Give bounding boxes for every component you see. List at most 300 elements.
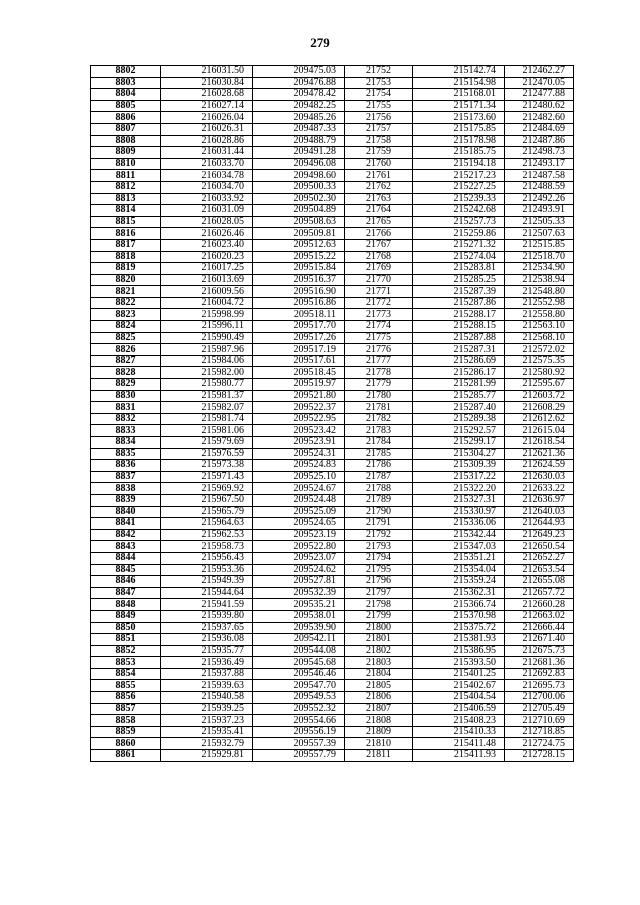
table-row [91, 715, 574, 727]
table-cell: 21809 [345, 726, 413, 738]
table-cell: 212488.59 [505, 181, 574, 193]
table-cell: 215299.17 [413, 437, 505, 449]
table-cell: 212493.91 [505, 205, 574, 217]
table-cell: 212728.15 [505, 750, 574, 762]
table-cell: 8836 [91, 460, 161, 472]
table-cell: 212548.80 [505, 286, 574, 298]
table-cell: 209496.08 [253, 158, 345, 170]
table-cell: 21807 [345, 703, 413, 715]
table-row [91, 112, 574, 124]
table-cell: 8815 [91, 216, 161, 228]
table-row [91, 692, 574, 704]
table-cell: 21759 [345, 147, 413, 159]
table-cell: 212518.70 [505, 251, 574, 263]
table-cell: 216031.44 [161, 147, 253, 159]
table-cell: 8846 [91, 576, 161, 588]
table-cell: 8855 [91, 680, 161, 692]
table-cell: 21770 [345, 274, 413, 286]
table-cell: 212660.28 [505, 599, 574, 611]
table-cell: 215935.77 [161, 645, 253, 657]
table-cell: 215351.21 [413, 552, 505, 564]
table-cell: 212655.08 [505, 576, 574, 588]
table-cell: 21777 [345, 355, 413, 367]
page-number: 279 [310, 35, 330, 50]
table-cell: 21775 [345, 332, 413, 344]
table-cell: 215944.64 [161, 587, 253, 599]
table-cell: 209517.26 [253, 332, 345, 344]
table-cell: 8816 [91, 228, 161, 240]
coordinate-table [90, 65, 574, 762]
table-cell: 212462.27 [505, 66, 574, 78]
table-cell: 8806 [91, 112, 161, 124]
table-cell: 209552.32 [253, 703, 345, 715]
table-cell: 215990.49 [161, 332, 253, 344]
table-cell: 21788 [345, 483, 413, 495]
table-cell: 215941.59 [161, 599, 253, 611]
table-cell: 8827 [91, 355, 161, 367]
table-cell: 8839 [91, 494, 161, 506]
table-cell: 215286.17 [413, 367, 505, 379]
table-cell: 21785 [345, 448, 413, 460]
table-row [91, 494, 574, 506]
table-cell: 215402.67 [413, 680, 505, 692]
table-cell: 209556.19 [253, 726, 345, 738]
table-cell: 215168.01 [413, 89, 505, 101]
table-cell: 216013.69 [161, 274, 253, 286]
table-cell: 209525.09 [253, 506, 345, 518]
table-cell: 209539.90 [253, 622, 345, 634]
table-cell: 21794 [345, 552, 413, 564]
table-row [91, 205, 574, 217]
table-cell: 8851 [91, 634, 161, 646]
table-cell: 209546.46 [253, 668, 345, 680]
table-cell: 212675.73 [505, 645, 574, 657]
table-cell: 21805 [345, 680, 413, 692]
table-cell: 215330.97 [413, 506, 505, 518]
table-cell: 209522.37 [253, 402, 345, 414]
table-row [91, 529, 574, 541]
table-cell: 21803 [345, 657, 413, 669]
table-row [91, 483, 574, 495]
table-cell: 215410.33 [413, 726, 505, 738]
table-cell: 215287.31 [413, 344, 505, 356]
table-cell: 215987.96 [161, 344, 253, 356]
table-cell: 216009.56 [161, 286, 253, 298]
table-cell: 209517.61 [253, 355, 345, 367]
table-cell: 209512.63 [253, 239, 345, 251]
table-cell: 209478.42 [253, 89, 345, 101]
table-cell: 209523.19 [253, 529, 345, 541]
table-cell: 8829 [91, 379, 161, 391]
table-cell: 215171.34 [413, 100, 505, 112]
table-row [91, 726, 574, 738]
table-cell: 8802 [91, 66, 161, 78]
table-row [91, 599, 574, 611]
table-cell: 215929.81 [161, 750, 253, 762]
table-row [91, 460, 574, 472]
table-cell: 209498.60 [253, 170, 345, 182]
table-cell: 215393.50 [413, 657, 505, 669]
table-cell: 215411.93 [413, 750, 505, 762]
table-cell: 215366.74 [413, 599, 505, 611]
table-cell: 212572.02 [505, 344, 574, 356]
table-cell: 21801 [345, 634, 413, 646]
table-cell: 215404.54 [413, 692, 505, 704]
table-cell: 21758 [345, 135, 413, 147]
table-cell: 216030.84 [161, 77, 253, 89]
table-row [91, 680, 574, 692]
table-cell: 215408.23 [413, 715, 505, 727]
table-cell: 8828 [91, 367, 161, 379]
table-cell: 8807 [91, 123, 161, 135]
table-cell: 21781 [345, 402, 413, 414]
table-cell: 215386.95 [413, 645, 505, 657]
table-row [91, 552, 574, 564]
table-cell: 21799 [345, 610, 413, 622]
table-cell: 8831 [91, 402, 161, 414]
table-cell: 209532.39 [253, 587, 345, 599]
table-cell: 209476.88 [253, 77, 345, 89]
table-cell: 212484.69 [505, 123, 574, 135]
table-cell: 209515.22 [253, 251, 345, 263]
table-cell: 209557.39 [253, 738, 345, 750]
table-row [91, 541, 574, 553]
table-cell: 215322.20 [413, 483, 505, 495]
table-cell: 209517.19 [253, 344, 345, 356]
table-cell: 215969.92 [161, 483, 253, 495]
table-cell: 215965.79 [161, 506, 253, 518]
table-cell: 8841 [91, 518, 161, 530]
table-cell: 8812 [91, 181, 161, 193]
table-cell: 21804 [345, 668, 413, 680]
table-cell: 209538.01 [253, 610, 345, 622]
table-row [91, 564, 574, 576]
table-cell: 212603.72 [505, 390, 574, 402]
table-cell: 21778 [345, 367, 413, 379]
table-cell: 215239.33 [413, 193, 505, 205]
table-cell: 8844 [91, 552, 161, 564]
table-cell: 21789 [345, 494, 413, 506]
table-cell: 216028.68 [161, 89, 253, 101]
table-cell: 215288.17 [413, 309, 505, 321]
table-cell: 215287.88 [413, 332, 505, 344]
table-cell: 212477.88 [505, 89, 574, 101]
table-row [91, 193, 574, 205]
table-cell: 215285.25 [413, 274, 505, 286]
table-cell: 8847 [91, 587, 161, 599]
table-cell: 21752 [345, 66, 413, 78]
table-cell: 209524.83 [253, 460, 345, 472]
table-cell: 215953.36 [161, 564, 253, 576]
table-cell: 212595.67 [505, 379, 574, 391]
table-cell: 215962.53 [161, 529, 253, 541]
table-cell: 216020.23 [161, 251, 253, 263]
table-cell: 21757 [345, 123, 413, 135]
table-cell: 215958.73 [161, 541, 253, 553]
table-cell: 21797 [345, 587, 413, 599]
table-cell: 21765 [345, 216, 413, 228]
table-cell: 215359.24 [413, 576, 505, 588]
table-cell: 215354.04 [413, 564, 505, 576]
table-cell: 21800 [345, 622, 413, 634]
table-row [91, 518, 574, 530]
table-cell: 21792 [345, 529, 413, 541]
table-cell: 209542.11 [253, 634, 345, 646]
table-cell: 21769 [345, 263, 413, 275]
table-row [91, 367, 574, 379]
table-cell: 21753 [345, 77, 413, 89]
table-cell: 212700.06 [505, 692, 574, 704]
table-cell: 209527.81 [253, 576, 345, 588]
table-cell: 216034.78 [161, 170, 253, 182]
table-cell: 8838 [91, 483, 161, 495]
table-cell: 8859 [91, 726, 161, 738]
table-cell: 21806 [345, 692, 413, 704]
table-cell: 212618.54 [505, 437, 574, 449]
table-cell: 212652.27 [505, 552, 574, 564]
table-row [91, 228, 574, 240]
table-cell: 212666.44 [505, 622, 574, 634]
table-cell: 8811 [91, 170, 161, 182]
table-cell: 215285.77 [413, 390, 505, 402]
table-cell: 212507.63 [505, 228, 574, 240]
table-cell: 215217.23 [413, 170, 505, 182]
table-cell: 212724.75 [505, 738, 574, 750]
table-cell: 212580.92 [505, 367, 574, 379]
table-cell: 216028.05 [161, 216, 253, 228]
table-cell: 216026.04 [161, 112, 253, 124]
table-cell: 215937.88 [161, 668, 253, 680]
table-cell: 215154.98 [413, 77, 505, 89]
table-cell: 21811 [345, 750, 413, 762]
table-cell: 212692.83 [505, 668, 574, 680]
table-cell: 209516.86 [253, 297, 345, 309]
table-cell: 215342.44 [413, 529, 505, 541]
table-row [91, 622, 574, 634]
table-cell: 215956.43 [161, 552, 253, 564]
table-cell: 212650.54 [505, 541, 574, 553]
table-cell: 215288.15 [413, 321, 505, 333]
table-row [91, 309, 574, 321]
table-cell: 209524.48 [253, 494, 345, 506]
table-cell: 215194.18 [413, 158, 505, 170]
table-cell: 215274.04 [413, 251, 505, 263]
table-cell: 216004.72 [161, 297, 253, 309]
table-cell: 21784 [345, 437, 413, 449]
table-cell: 209524.31 [253, 448, 345, 460]
table-cell: 212470.05 [505, 77, 574, 89]
table-cell: 8830 [91, 390, 161, 402]
table-row [91, 634, 574, 646]
table-cell: 8805 [91, 100, 161, 112]
table-cell: 8824 [91, 321, 161, 333]
table-cell: 209508.63 [253, 216, 345, 228]
table-cell: 209515.84 [253, 263, 345, 275]
table-cell: 215976.59 [161, 448, 253, 460]
table-cell: 209518.11 [253, 309, 345, 321]
table-cell: 212718.85 [505, 726, 574, 738]
table-cell: 21754 [345, 89, 413, 101]
table-cell: 8834 [91, 437, 161, 449]
table-cell: 212505.33 [505, 216, 574, 228]
table-cell: 215178.98 [413, 135, 505, 147]
table-cell: 212568.10 [505, 332, 574, 344]
coordinate-table-body [91, 66, 574, 762]
table-cell: 21774 [345, 321, 413, 333]
table-cell: 8853 [91, 657, 161, 669]
table-cell: 21763 [345, 193, 413, 205]
table-cell: 212644.93 [505, 518, 574, 530]
table-cell: 216023.40 [161, 239, 253, 251]
table-row [91, 587, 574, 599]
table-cell: 21756 [345, 112, 413, 124]
table-cell: 209549.53 [253, 692, 345, 704]
table-cell: 21780 [345, 390, 413, 402]
table-cell: 8814 [91, 205, 161, 217]
table-cell: 212633.22 [505, 483, 574, 495]
table-cell: 209509.81 [253, 228, 345, 240]
table-row [91, 344, 574, 356]
table-cell: 212538.94 [505, 274, 574, 286]
table-cell: 216026.31 [161, 123, 253, 135]
table-cell: 8848 [91, 599, 161, 611]
table-row [91, 668, 574, 680]
table-cell: 212657.72 [505, 587, 574, 599]
table-cell: 215287.39 [413, 286, 505, 298]
table-cell: 209524.65 [253, 518, 345, 530]
table-cell: 212515.85 [505, 239, 574, 251]
table-cell: 21782 [345, 413, 413, 425]
table-cell: 215283.81 [413, 263, 505, 275]
table-cell: 215175.85 [413, 123, 505, 135]
table-cell: 215984.06 [161, 355, 253, 367]
table-row [91, 355, 574, 367]
table-cell: 215287.40 [413, 402, 505, 414]
table-row [91, 610, 574, 622]
table-cell: 209522.95 [253, 413, 345, 425]
table-row [91, 181, 574, 193]
table-cell: 209502.30 [253, 193, 345, 205]
table-cell: 215981.06 [161, 425, 253, 437]
table-cell: 215336.06 [413, 518, 505, 530]
table-cell: 215309.39 [413, 460, 505, 472]
table-cell: 216026.46 [161, 228, 253, 240]
table-cell: 8858 [91, 715, 161, 727]
table-row [91, 123, 574, 135]
table-row [91, 77, 574, 89]
table-row [91, 437, 574, 449]
table-cell: 216034.70 [161, 181, 253, 193]
table-cell: 209491.28 [253, 147, 345, 159]
table-row [91, 448, 574, 460]
table-cell: 21790 [345, 506, 413, 518]
table-cell: 21755 [345, 100, 413, 112]
table-cell: 8825 [91, 332, 161, 344]
table-cell: 212575.35 [505, 355, 574, 367]
table-cell: 209482.25 [253, 100, 345, 112]
table-cell: 21796 [345, 576, 413, 588]
table-cell: 215317.22 [413, 471, 505, 483]
table-cell: 215935.41 [161, 726, 253, 738]
table-cell: 212649.23 [505, 529, 574, 541]
table-row [91, 263, 574, 275]
table-cell: 212492.26 [505, 193, 574, 205]
table-cell: 215289.38 [413, 413, 505, 425]
table-cell: 209524.62 [253, 564, 345, 576]
table-cell: 212621.36 [505, 448, 574, 460]
table-cell: 212640.03 [505, 506, 574, 518]
table-cell: 209487.33 [253, 123, 345, 135]
table-cell: 212710.69 [505, 715, 574, 727]
table-cell: 212681.36 [505, 657, 574, 669]
table-cell: 212487.58 [505, 170, 574, 182]
table-cell: 215406.59 [413, 703, 505, 715]
table-cell: 8857 [91, 703, 161, 715]
table-cell: 209522.80 [253, 541, 345, 553]
table-cell: 209485.26 [253, 112, 345, 124]
table-cell: 212480.62 [505, 100, 574, 112]
table-cell: 8849 [91, 610, 161, 622]
table-cell: 215940.58 [161, 692, 253, 704]
table-cell: 21808 [345, 715, 413, 727]
table-cell: 8835 [91, 448, 161, 460]
table-cell: 209523.42 [253, 425, 345, 437]
table-cell: 212493.17 [505, 158, 574, 170]
table-cell: 8826 [91, 344, 161, 356]
table-cell: 8823 [91, 309, 161, 321]
table-cell: 215287.86 [413, 297, 505, 309]
table-cell: 215292.57 [413, 425, 505, 437]
table-cell: 21791 [345, 518, 413, 530]
table-cell: 8821 [91, 286, 161, 298]
table-cell: 215932.79 [161, 738, 253, 750]
table-cell: 215362.31 [413, 587, 505, 599]
table-cell: 21795 [345, 564, 413, 576]
table-cell: 21764 [345, 205, 413, 217]
table-cell: 216031.50 [161, 66, 253, 78]
table-cell: 215936.49 [161, 657, 253, 669]
table-cell: 8804 [91, 89, 161, 101]
table-cell: 21786 [345, 460, 413, 472]
table-cell: 212563.10 [505, 321, 574, 333]
table-cell: 21776 [345, 344, 413, 356]
table-cell: 8819 [91, 263, 161, 275]
table-row [91, 506, 574, 518]
table-cell: 215939.25 [161, 703, 253, 715]
table-cell: 215347.03 [413, 541, 505, 553]
table-row [91, 390, 574, 402]
table-cell: 212653.54 [505, 564, 574, 576]
table-row [91, 321, 574, 333]
table-cell: 209545.68 [253, 657, 345, 669]
table-cell: 21766 [345, 228, 413, 240]
table-cell: 212671.40 [505, 634, 574, 646]
table-cell: 215936.08 [161, 634, 253, 646]
table-row [91, 657, 574, 669]
table-cell: 215979.69 [161, 437, 253, 449]
table-row [91, 158, 574, 170]
table-cell: 8845 [91, 564, 161, 576]
table-cell: 21793 [345, 541, 413, 553]
table-cell: 212615.04 [505, 425, 574, 437]
table-cell: 212624.59 [505, 460, 574, 472]
table-cell: 216033.92 [161, 193, 253, 205]
table-cell: 8809 [91, 147, 161, 159]
table-cell: 215982.07 [161, 402, 253, 414]
table-cell: 21760 [345, 158, 413, 170]
table-cell: 215173.60 [413, 112, 505, 124]
table-cell: 215142.74 [413, 66, 505, 78]
